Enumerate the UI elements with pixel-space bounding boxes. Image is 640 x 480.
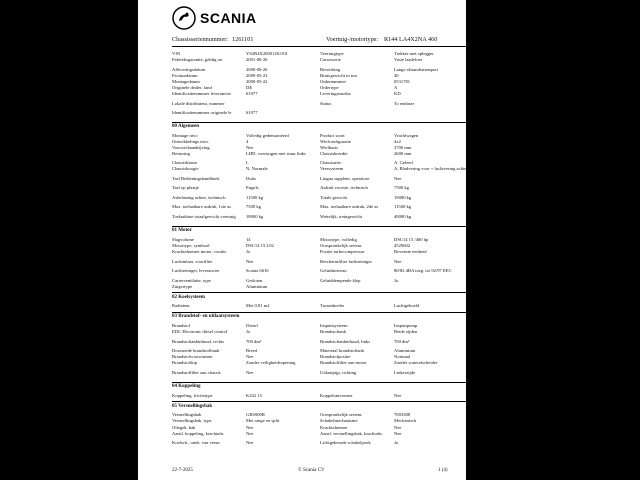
spec-label: Schakelmechanisme <box>320 418 358 424</box>
vehicle-type-value: R144 LA4X2NA 460 <box>384 36 438 43</box>
spec-label: Koppeling, frictietype <box>172 392 213 398</box>
spec-row <box>172 393 468 400</box>
spec-row <box>172 329 468 336</box>
spec-label: Brandstoftankinhoud, rechts <box>172 338 225 344</box>
spec-value: Ja <box>394 440 398 446</box>
spec-value: L <box>246 160 249 166</box>
spec-value: 80/82 dBA toeg. tot 92/97 EEC <box>394 268 452 274</box>
spec-row <box>172 57 468 64</box>
spec-value: 40000 kg <box>394 213 412 219</box>
spec-label: Montagedatum <box>172 78 200 84</box>
spec-value: DSC14 15 /460 hp <box>394 236 429 242</box>
section-rule <box>172 401 468 402</box>
spec-value: Nee <box>394 258 402 264</box>
spec-label: Bewerking <box>320 66 341 72</box>
spec-value: Nee <box>246 144 254 150</box>
section-rule <box>172 292 468 293</box>
spec-row <box>172 370 468 377</box>
spec-label: Inspuitsysteem <box>320 322 348 328</box>
spec-label: Positie turbocompressor <box>320 249 365 255</box>
spec-label: Brandstofdop <box>172 360 198 366</box>
spec-value: Aluminium <box>394 348 416 353</box>
spec-label: Voorwielaandrijving <box>172 144 210 150</box>
spec-label: Factuurdatum <box>172 72 198 78</box>
section-title: 02 Koelsysteem <box>172 294 205 300</box>
spec-label: Doorsnede brandstofbank <box>172 348 220 353</box>
spec-value: Nee <box>246 258 254 264</box>
spec-row <box>172 339 468 346</box>
spec-label: EDC Electronic diesel control <box>172 329 228 334</box>
spec-label: Lingua supplem. operatore <box>320 175 370 181</box>
spec-value: 18000 kg <box>246 213 264 219</box>
spec-value: Diesel <box>246 322 258 328</box>
spec-label: Status <box>320 100 332 106</box>
spec-label: Koelsch., oneh. van versn. <box>172 440 221 446</box>
spec-value: To enduser <box>394 100 415 106</box>
spec-label: Radiateur <box>172 303 190 309</box>
section-title: 00 Algemeen <box>172 124 200 129</box>
spec-value: A <box>394 84 398 90</box>
spec-label: Carterventilatie, type <box>172 277 211 283</box>
spec-value: Mechanisch <box>394 418 417 424</box>
scania-logo <box>172 6 262 32</box>
spec-label: Wettelijk, treingewicht <box>320 213 362 219</box>
spec-label: Geluidsniveau <box>320 268 347 274</box>
section-rule <box>172 382 468 383</box>
spec-label: Slagvolume <box>172 236 194 242</box>
spec-label: Taal op plaatje <box>172 185 199 191</box>
spec-label: Brandstoffilter aan motor <box>320 360 367 366</box>
spec-value: Nee <box>394 175 402 181</box>
spec-label: Ordertype <box>320 84 339 90</box>
scania-griffin-icon <box>172 6 196 30</box>
section-title: 01 Motor <box>172 228 192 234</box>
spec-value: Nee <box>246 424 254 430</box>
spec-value: 61077 <box>246 91 258 96</box>
spec-label: Brandstofpositie <box>320 354 351 360</box>
spec-value: DE <box>246 84 253 90</box>
spec-row <box>172 101 468 108</box>
spec-label: Uitlaatpijp, richting <box>320 369 357 375</box>
vehicle-type-label: Voertuig-/motortype: <box>326 36 379 43</box>
spec-value: 0531781 <box>394 78 411 84</box>
spec-label: Brutogewicht in ton <box>320 72 357 78</box>
section-title: 04 Koppeling <box>172 384 201 390</box>
spec-label: Beschermfilter luchtreiniger <box>320 258 372 264</box>
spec-label: VIN <box>172 51 181 56</box>
spec-value: Nee <box>246 440 254 446</box>
spec-label: Chassisbreedte <box>320 150 348 156</box>
spec-label: Chassisuitv. <box>320 160 343 166</box>
spec-value: Nee <box>246 354 254 360</box>
footer-date: 22-7-2025 <box>172 468 193 473</box>
spec-value: Vrachtwagen <box>394 132 419 138</box>
spec-label: Toelaatbare totaalgewicht voertuig <box>172 213 236 219</box>
spec-value: Ja <box>246 249 250 255</box>
spec-label: Wielconfiguratie <box>320 138 351 144</box>
spec-label: Zuigertype <box>172 283 193 289</box>
spec-row <box>172 195 468 202</box>
spec-value: GRS900R <box>246 412 265 418</box>
spec-value: 4529602 <box>394 243 411 248</box>
section-rule <box>172 226 468 227</box>
spec-label: Motortype, symbool <box>172 243 210 248</box>
spec-label: Chassisklasse <box>172 160 198 166</box>
spec-label: Asdruk voorste, technisch <box>320 185 368 191</box>
spec-value: LHD, voertuigen met stuur links <box>246 150 306 156</box>
spec-value: 700 dm³ <box>394 338 410 344</box>
spec-value: 2000-06-26 <box>246 66 268 72</box>
spec-value: Breed <box>246 348 257 353</box>
spec-label: Taal Bedieningshandboek <box>172 175 220 181</box>
spec-label: Oliegek. bak <box>172 424 196 430</box>
spec-value: Volledig gedemonteerd <box>246 132 289 138</box>
spec-value: N, Normale <box>246 166 268 172</box>
spec-label: Lichtgekeurde schakelpook <box>320 440 371 446</box>
spec-label: Geluiddempende klep <box>320 277 361 283</box>
spec-label: Versnellingsbak <box>172 412 202 418</box>
spec-value: Nee <box>246 430 254 436</box>
spec-value: Ja <box>246 329 250 334</box>
spec-label: Originele dealer, land <box>172 84 212 90</box>
spec-value: YS2R4X20001261101 <box>246 51 288 56</box>
spec-label: Totale gewicht <box>320 194 348 200</box>
spec-label: Aansl. koppeling, krachtafn. <box>172 430 225 436</box>
spec-value: Duits <box>246 175 256 181</box>
spec-value: Vaste laadvloer <box>394 57 423 63</box>
spec-label: Brandstoftank <box>320 329 347 334</box>
spec-value: Beide zijden <box>394 329 418 334</box>
spec-value: Normaal <box>394 354 411 360</box>
spec-value: 11500 kg <box>394 204 412 210</box>
spec-label: Chassishoogte <box>172 166 199 172</box>
spec-label: Brandstof <box>172 322 191 328</box>
footer-page-number: 1 (4) <box>438 468 448 473</box>
spec-label: Identificatienummer leverancier <box>172 91 232 96</box>
spec-value: Inspuitpomp <box>394 322 418 328</box>
spec-row <box>172 151 468 158</box>
spec-row <box>172 431 468 438</box>
section-rule <box>172 312 468 313</box>
spec-value: Zonder waterafscheider <box>394 360 438 366</box>
spec-label: Krachtafnemer motor, voorkr. <box>172 249 227 255</box>
spec-row <box>172 303 468 310</box>
spec-row <box>172 360 468 367</box>
spec-value: Bovenste eenheid <box>394 249 427 255</box>
spec-value: 7500 kg <box>246 204 261 210</box>
spec-label: Koppelomvormer <box>320 392 353 398</box>
spec-label: Brandstoffilter aan chassis <box>172 369 221 375</box>
spec-row <box>172 284 468 291</box>
spec-row <box>172 249 468 256</box>
spec-value: 11500 kg <box>246 194 264 200</box>
spec-value: K432 15 <box>246 392 262 398</box>
spec-value: DSC14 15 L02 <box>246 243 274 248</box>
spec-value: Trekker met oplegger <box>394 51 434 56</box>
spec-value: Engels <box>246 185 259 191</box>
spec-label: Luchtinlaat, voorfilter <box>172 258 213 264</box>
spec-label: Afleveringsdatum <box>172 66 206 72</box>
spec-label: Max. toelaatbare asdruk, 2de as <box>320 204 379 210</box>
spec-label: Versnellingsbak, type <box>172 418 212 424</box>
spec-value: 7500 kg <box>394 185 409 191</box>
spec-value: Nee <box>394 424 402 430</box>
spec-label: Brandstofvoorwarmer <box>172 354 213 360</box>
spec-value: 3700 mm <box>394 144 412 150</box>
spec-label: Aansl. versnellingsbak, krachtafn. <box>320 430 383 436</box>
spec-value: Zonder veiligheidsopening <box>246 360 296 366</box>
spec-row <box>172 166 468 173</box>
spec-label: Identificatienummer originele le <box>172 110 232 115</box>
spec-value: Ja <box>394 277 398 283</box>
spec-value: 40 <box>394 72 399 78</box>
spec-label: Materiaal brandstoftank <box>320 348 365 353</box>
spec-label: Fabrieksgarantie, geldig tot <box>172 57 223 63</box>
footer-copyright: © Scania CV <box>298 468 325 473</box>
spec-label: Voertuigtype <box>320 51 344 56</box>
spec-label: Lokale distributeur, nummer <box>172 100 225 106</box>
spec-value: Luchtgekoeld <box>394 303 420 309</box>
spec-row <box>172 176 468 183</box>
spec-label: Krachtafnemer <box>320 424 348 430</box>
chassis-label: Chassisseriennummer: <box>172 36 229 43</box>
spec-label: Oorspronkelijk serienr. <box>320 243 363 248</box>
spec-row <box>172 110 468 117</box>
spec-value: Nee <box>394 392 402 398</box>
header-rule <box>172 46 468 47</box>
spec-row <box>172 91 468 98</box>
spec-value: Nee <box>246 369 254 375</box>
section-title: 03 Brandstof- en uitlaatsysteem <box>172 314 240 320</box>
spec-value: Met 0,81 m2 <box>246 303 270 309</box>
brand-name: SCANIA <box>200 10 257 26</box>
spec-label: Motortype, volledig <box>320 236 357 242</box>
section-rule <box>172 122 468 123</box>
spec-row <box>172 214 468 221</box>
spec-value: A, Bladvering voor + luchtvering achter <box>394 166 468 172</box>
spec-value: 4x2 <box>394 138 401 144</box>
spec-label: Montage nivo <box>172 132 198 138</box>
spec-label: Luchtreiniger, leverancier <box>172 268 220 274</box>
spec-value: 61077 <box>246 110 258 115</box>
spec-value: Lange afstandstransport <box>394 66 439 72</box>
spec-row <box>172 204 468 211</box>
spec-value: Nee <box>394 430 402 436</box>
spec-value: 2000-05-22 <box>246 78 268 84</box>
spec-value: 2000-05-23 <box>246 72 268 78</box>
spec-label: Ordernummer <box>320 78 347 84</box>
spec-value: Scania 6616 <box>246 268 269 274</box>
spec-row <box>172 259 468 266</box>
spec-value: Met range en split <box>246 418 280 424</box>
spec-value: KD <box>394 91 401 96</box>
spec-value: Linkerzijde <box>394 369 416 375</box>
spec-label: Max. toelaatbare asdruk, 1ste as <box>172 204 231 210</box>
spec-label: Wielbasis <box>320 144 338 150</box>
spec-label: Veersysteem <box>320 166 344 172</box>
spec-value: A, Geleed <box>394 160 413 166</box>
spec-label: Ontwikkelings nivo <box>172 138 209 144</box>
spec-row <box>172 185 468 192</box>
spec-value: 7003388 <box>394 412 411 418</box>
section-title: 05 Versnellingsbak <box>172 403 213 409</box>
chassis-value: 1261101 <box>232 36 254 43</box>
spec-value: Aluminium <box>246 283 268 289</box>
spec-value: Gesloten <box>246 277 263 283</box>
spec-value: 700 dm³ <box>246 338 262 344</box>
spec-value: 2600 mm <box>394 150 412 156</box>
spec-value: 14 <box>246 236 251 242</box>
spec-label: Carrosserie <box>320 57 341 63</box>
spec-row <box>172 440 468 447</box>
spec-value: 4 <box>246 138 249 144</box>
spec-value: 19000 kg <box>394 194 412 200</box>
spec-row <box>172 268 468 275</box>
spec-label: Product soort <box>320 132 345 138</box>
spec-label: Oorspronkelijk serienr. <box>320 412 363 418</box>
spec-label: Asbelasting achter, technisch <box>172 194 226 200</box>
spec-value: 2001-06-26 <box>246 57 268 63</box>
spec-label: Leveringsmodus <box>320 91 351 96</box>
spec-label: Brandstoftankinhoud, links <box>320 338 371 344</box>
spec-label: Tussenkoeler <box>320 303 345 309</box>
spec-label: Besturing <box>172 150 190 156</box>
